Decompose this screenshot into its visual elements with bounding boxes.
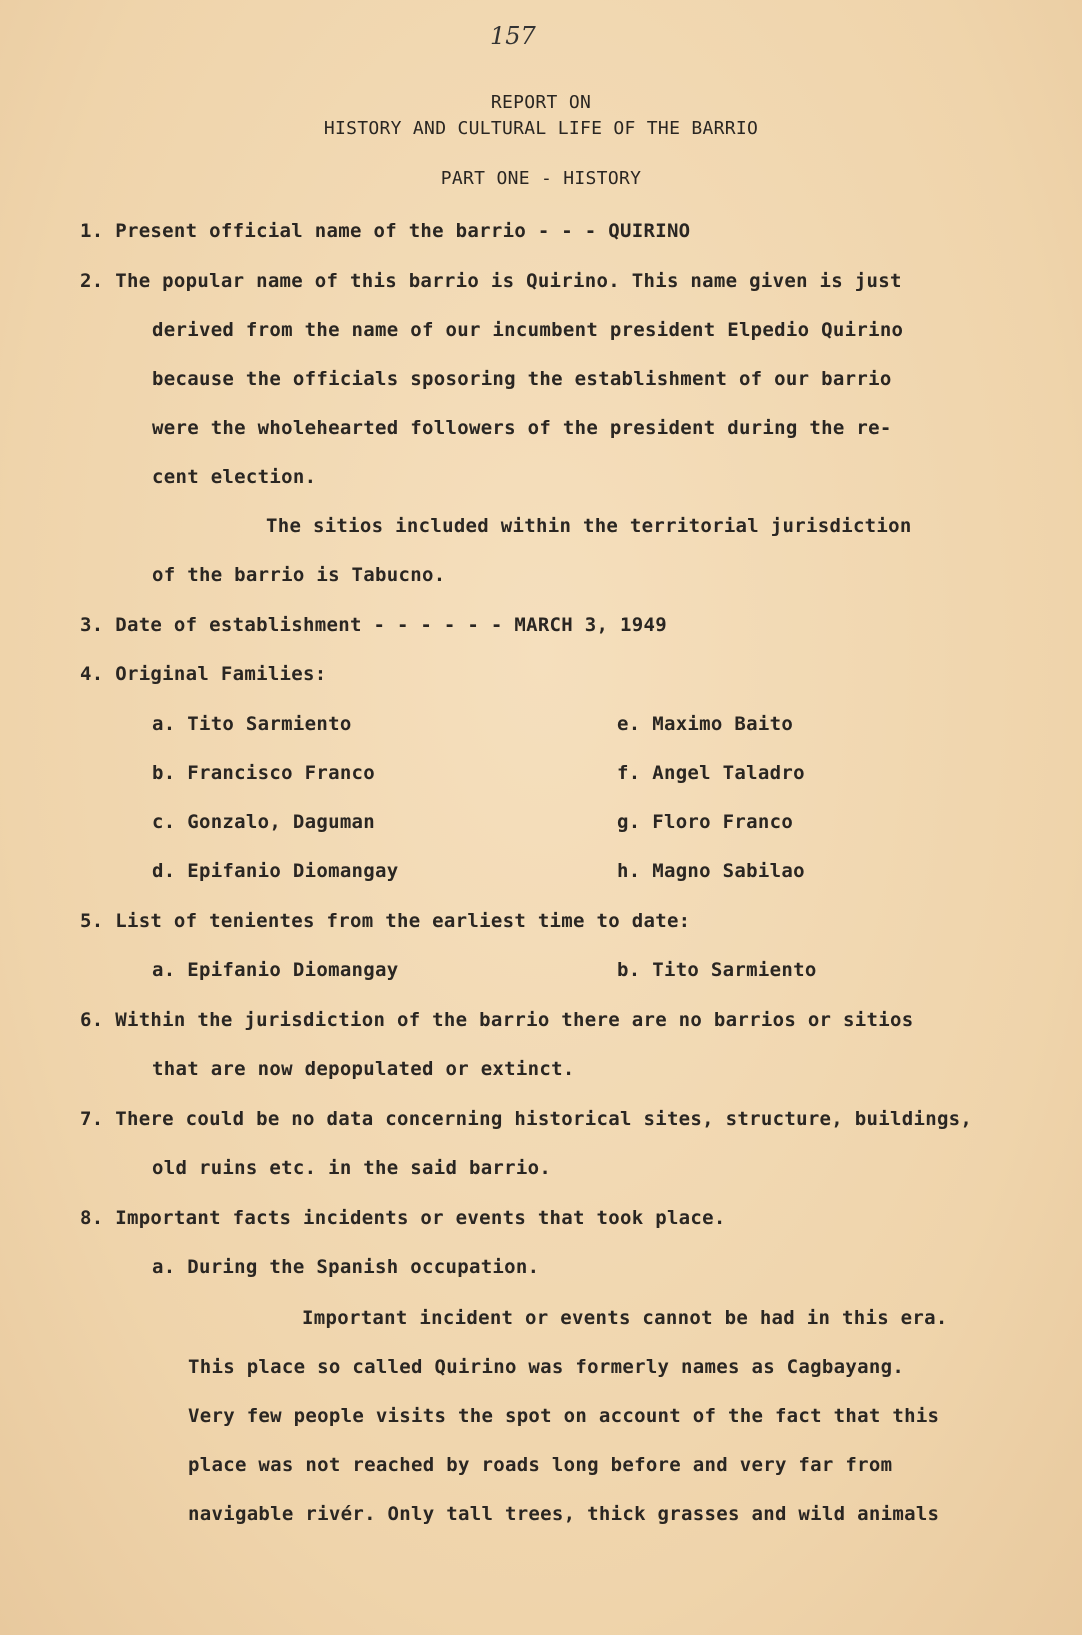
- item-1-official-name: 1. Present official name of the barrio - - - QUIRINO: [80, 220, 691, 242]
- heading-part-one: PART ONE - HISTORY: [440, 168, 642, 189]
- family-b: b. Francisco Franco: [152, 762, 376, 784]
- family-h: h. Magno Sabilao: [617, 860, 805, 882]
- item-6-line-2: that are now depopulated or extinct.: [152, 1058, 575, 1080]
- teniente-b: b. Tito Sarmiento: [617, 959, 817, 981]
- item-5-tenientes-heading: 5. List of tenientes from the earliest time to date:: [80, 910, 691, 932]
- item-3-date: 3. Date of establishment - - - - - - MARCH 3, 1949: [80, 614, 667, 636]
- page-number: 157: [490, 22, 536, 50]
- family-d: d. Epifanio Diomangay: [152, 860, 399, 882]
- item-2-line-3: because the officials sposoring the establishment of our barrio: [152, 368, 892, 390]
- heading-report-on: REPORT ON: [490, 92, 592, 113]
- paragraph-line-3: Very few people visits the spot on account of the fact that this: [188, 1405, 940, 1427]
- item-2-line-5: cent election.: [152, 466, 317, 488]
- family-c: c. Gonzalo, Daguman: [152, 811, 376, 833]
- item-6-line-1: 6. Within the jurisdiction of the barrio there are no barrios or sitios: [80, 1009, 914, 1031]
- family-a: a. Tito Sarmiento: [152, 713, 352, 735]
- teniente-a: a. Epifanio Diomangay: [152, 959, 399, 981]
- paragraph-line-4: place was not reached by roads long before and very far from: [188, 1454, 893, 1476]
- item-8a-heading: a. During the Spanish occupation.: [152, 1256, 540, 1278]
- item-8-heading: 8. Important facts incidents or events that took place.: [80, 1207, 726, 1229]
- heading-title: HISTORY AND CULTURAL LIFE OF THE BARRIO: [323, 118, 759, 139]
- paragraph-line-1: Important incident or events cannot be had in this era.: [302, 1307, 948, 1329]
- item-7-line-2: old ruins etc. in the said barrio.: [152, 1157, 552, 1179]
- item-2-line-6: The sitios included within the territorial jurisdiction: [266, 515, 912, 537]
- paragraph-line-5: navigable rivér. Only tall trees, thick grasses and wild animals: [188, 1503, 940, 1525]
- item-2-line-4: were the wholehearted followers of the president during the re-: [152, 417, 892, 439]
- item-2-line-7: of the barrio is Tabucno.: [152, 564, 446, 586]
- paragraph-line-2: This place so called Quirino was formerly names as Cagbayang.: [188, 1356, 905, 1378]
- family-f: f. Angel Taladro: [617, 762, 805, 784]
- item-2-line-2: derived from the name of our incumbent president Elpedio Quirino: [152, 319, 904, 341]
- item-2-line-1: 2. The popular name of this barrio is Quirino. This name given is just: [80, 270, 902, 292]
- item-7-line-1: 7. There could be no data concerning historical sites, structure, buildings,: [80, 1108, 973, 1130]
- item-4-families-heading: 4. Original Families:: [80, 663, 327, 685]
- family-g: g. Floro Franco: [617, 811, 794, 833]
- family-e: e. Maximo Baito: [617, 713, 794, 735]
